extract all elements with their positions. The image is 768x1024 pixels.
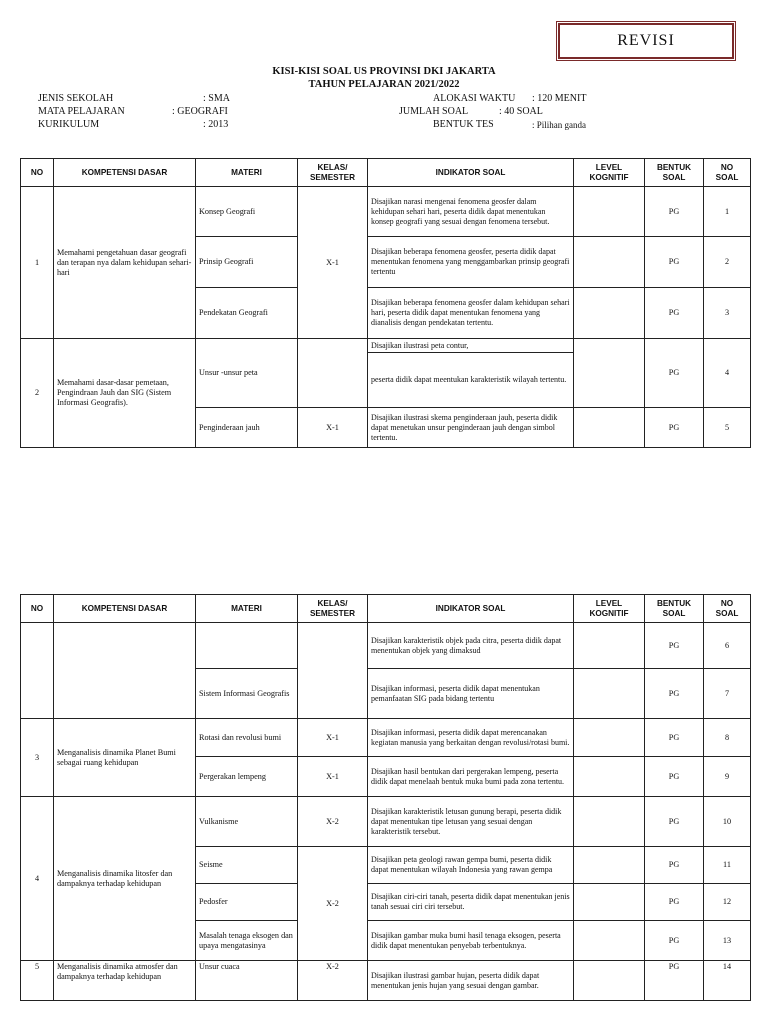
level-kognitif-cell — [574, 187, 645, 237]
row-number — [21, 623, 54, 719]
header-kompetensi-dasar: KOMPETENSI DASAR — [54, 159, 196, 187]
meta-jenis-sekolah-label: JENIS SEKOLAH — [38, 93, 114, 104]
level-kognitif-cell — [574, 847, 645, 884]
bentuk-soal-cell: PG — [645, 847, 704, 884]
no-soal-cell: 8 — [704, 719, 751, 757]
kompetensi-dasar-cell: Menganalisis dinamika Planet Bumi sebagai ruang kehidupan — [54, 719, 196, 797]
no-soal-cell: 2 — [704, 237, 751, 288]
meta-kurikulum-label: KURIKULUM — [38, 119, 100, 130]
indikator-cell: Disajikan karakteristik objek pada citra, peserta didik dapat menentukan objek yang dimaksud — [368, 623, 574, 669]
bentuk-soal-cell: PG — [645, 339, 704, 408]
bentuk-soal-cell: PG — [645, 408, 704, 448]
indikator-cell: Disajikan beberapa fenomena geosfer dalam kehidupan sehari hari, peserta didik dapat menentukan fenomena yang dianalisis dengan pendekatan tertentu. — [368, 288, 574, 339]
kelas-cell: X-2 — [298, 847, 368, 961]
indikator-cell: Disajikan informasi, peserta didik dapat menentukan pemanfaatan SIG pada bidang tertentu — [368, 669, 574, 719]
meta-alokasi-waktu-label: ALOKASI WAKTU — [433, 93, 516, 104]
header-kompetensi-dasar: KOMPETENSI DASAR — [54, 595, 196, 623]
header-no: NO — [21, 595, 54, 623]
level-kognitif-cell — [574, 757, 645, 797]
kelas-cell: X-2 — [298, 797, 368, 847]
indikator-cell: Disajikan ilustrasi peta contur, — [368, 339, 574, 353]
kisi-kisi-table-2 — [20, 594, 751, 1001]
document-subtitle: TAHUN PELAJARAN 2021/2022 — [308, 79, 460, 90]
meta-jumlah-soal-value: : 40 SOAL — [499, 106, 543, 117]
materi-cell: Sistem Informasi Geografis — [196, 669, 298, 719]
level-kognitif-cell — [574, 669, 645, 719]
header-materi: MATERI — [196, 595, 298, 623]
header-no-2: NO — [720, 162, 734, 172]
bentuk-soal-cell: PG — [645, 757, 704, 797]
meta-kurikulum-value: : 2013 — [203, 119, 229, 130]
indikator-cell: peserta didik dapat meentukan karakteristik wilayah tertentu. — [368, 353, 574, 408]
document-title: KISI-KISI SOAL US PROVINSI DKI JAKARTA — [272, 66, 496, 77]
row-number: 1 — [21, 187, 54, 339]
header-bentuk: BENTUK — [656, 162, 692, 172]
no-soal-cell: 3 — [704, 288, 751, 339]
header-soal-2: SOAL — [715, 608, 739, 618]
meta-bentuk-tes-label: BENTUK TES — [433, 119, 494, 130]
indikator-cell: Disajikan beberapa fenomena geosfer, peserta didik dapat menentukan fenomena yang menggambarkan prinsip geografi tertentu — [368, 237, 574, 288]
materi-cell: Rotasi dan revolusi bumi — [196, 719, 298, 757]
table-row — [21, 623, 751, 669]
header-no-soal — [704, 595, 751, 623]
revisi-stamp: REVISI — [558, 23, 734, 59]
header-level: LEVEL — [595, 162, 623, 172]
kelas-cell: X-1 — [298, 187, 368, 339]
header-kelas: KELAS/ — [317, 598, 348, 608]
indikator-cell: Disajikan karakteristik letusan gunung berapi, peserta didik dapat menentukan tipe letusan yang sesuai dengan karakteristik tersebut. — [368, 797, 574, 847]
kompetensi-dasar-cell: Menganalisis dinamika litosfer dan dampaknya terhadap kehidupan — [54, 797, 196, 961]
no-soal-cell: 7 — [704, 669, 751, 719]
meta-jenis-sekolah-value: : SMA — [203, 93, 230, 104]
header-bentuk-soal — [645, 159, 704, 187]
indikator-cell: Disajikan ilustrasi skema penginderaan jauh, peserta didik dapat menetukan unsur penginderaan jauh dengan simbol tertentu. — [368, 408, 574, 448]
header-soal: SOAL — [662, 172, 686, 182]
header-no: NO — [21, 159, 54, 187]
indikator-cell: Disajikan peta geologi rawan gempa bumi, peserta didik dapat menentukan wilayah Indonesia yang rawan gempa — [368, 847, 574, 884]
no-soal-cell: 13 — [704, 921, 751, 961]
level-kognitif-cell — [574, 884, 645, 921]
meta-alokasi-waktu-value: : 120 MENIT — [532, 93, 587, 104]
no-soal-cell: 12 — [704, 884, 751, 921]
indikator-cell: Disajikan informasi, peserta didik dapat merencanakan kegiatan manusia yang berkaitan dengan revolusi/rotasi bumi. — [368, 719, 574, 757]
materi-cell: Unsur -unsur peta — [196, 339, 298, 408]
header-no-soal — [704, 159, 751, 187]
table-header-row — [21, 159, 751, 187]
header-kelas-semester — [298, 595, 368, 623]
bentuk-soal-cell: PG — [645, 669, 704, 719]
level-kognitif-cell — [574, 288, 645, 339]
table-row — [21, 961, 751, 1001]
header-indikator-soal: INDIKATOR SOAL — [368, 595, 574, 623]
header-bentuk: BENTUK — [656, 598, 692, 608]
materi-cell — [196, 623, 298, 669]
materi-cell: Pedosfer — [196, 884, 298, 921]
meta-jumlah-soal-label: JUMLAH SOAL — [399, 106, 469, 117]
level-kognitif-cell — [574, 237, 645, 288]
header-level-kognitif — [574, 595, 645, 623]
header-level: LEVEL — [595, 598, 623, 608]
materi-cell: Seisme — [196, 847, 298, 884]
header-bentuk-soal — [645, 595, 704, 623]
meta-mata-pelajaran-value: : GEOGRAFI — [172, 106, 228, 117]
kompetensi-dasar-cell: Memahami pengetahuan dasar geografi dan terapan nya dalam kehidupan sehari-hari — [54, 187, 196, 339]
materi-cell: Unsur cuaca — [196, 961, 298, 1001]
kelas-cell — [298, 339, 368, 408]
level-kognitif-cell — [574, 921, 645, 961]
materi-cell: Konsep Geografi — [196, 187, 298, 237]
bentuk-soal-cell: PG — [645, 884, 704, 921]
table-row — [21, 187, 751, 237]
header-kelas-semester — [298, 159, 368, 187]
header-indikator-soal: INDIKATOR SOAL — [368, 159, 574, 187]
header-semester: SEMESTER — [309, 172, 356, 182]
indikator-cell: Disajikan gambar muka bumi hasil tenaga eksogen, peserta didik dapat menentukan penyebab terbentuknya. — [368, 921, 574, 961]
bentuk-soal-cell: PG — [645, 237, 704, 288]
bentuk-soal-cell: PG — [645, 623, 704, 669]
table-row — [21, 719, 751, 757]
level-kognitif-cell — [574, 408, 645, 448]
no-soal-cell: 6 — [704, 623, 751, 669]
kompetensi-dasar-cell: Menganalisis dinamika atmosfer dan dampaknya terhadap kehidupan — [54, 961, 196, 1001]
no-soal-cell: 9 — [704, 757, 751, 797]
materi-cell: Penginderaan jauh — [196, 408, 298, 448]
kelas-cell: X-2 — [298, 961, 368, 1001]
header-semester: SEMESTER — [309, 608, 356, 618]
header-kognitif: KOGNITIF — [589, 172, 629, 182]
row-number: 2 — [21, 339, 54, 448]
indikator-cell: Disajikan hasil bentukan dari pergerakan lempeng, peserta didik dapat menelaah bentuk muka bumi pada zona tertentu. — [368, 757, 574, 797]
no-soal-cell: 11 — [704, 847, 751, 884]
kelas-cell — [298, 623, 368, 719]
header-kognitif: KOGNITIF — [589, 608, 629, 618]
bentuk-soal-cell: PG — [645, 288, 704, 339]
table-row — [21, 339, 751, 353]
indikator-cell: Disajikan ilustrasi gambar hujan, peserta didik dapat menentukan jenis hujan yang sesuai dengan gambar. — [368, 961, 574, 1001]
kompetensi-dasar-cell: Memahami dasar-dasar pemetaan, Pengindraan Jauh dan SIG (Sistem Informasi Geografis). — [54, 339, 196, 448]
meta-mata-pelajaran-label: MATA PELAJARAN — [38, 106, 125, 117]
materi-cell: Masalah tenaga eksogen dan upaya mengatasinya — [196, 921, 298, 961]
header-soal: SOAL — [662, 608, 686, 618]
header-soal-2: SOAL — [715, 172, 739, 182]
bentuk-soal-cell: PG — [645, 719, 704, 757]
level-kognitif-cell — [574, 339, 645, 408]
row-number: 5 — [21, 961, 54, 1001]
materi-cell: Pergerakan lempeng — [196, 757, 298, 797]
materi-cell: Prinsip Geografi — [196, 237, 298, 288]
no-soal-cell: 1 — [704, 187, 751, 237]
bentuk-soal-cell: PG — [645, 797, 704, 847]
level-kognitif-cell — [574, 623, 645, 669]
materi-cell: Pendekatan Geografi — [196, 288, 298, 339]
bentuk-soal-cell: PG — [645, 921, 704, 961]
table-row — [21, 797, 751, 847]
no-soal-cell: 4 — [704, 339, 751, 408]
kompetensi-dasar-cell — [54, 623, 196, 719]
bentuk-soal-cell: PG — [645, 961, 704, 1001]
kisi-kisi-table-1 — [20, 158, 751, 448]
indikator-cell: Disajikan narasi mengenai fenomena geosfer dalam kehidupan sehari hari, peserta didik dapat menentukan konsep geografi yang sesuai dengan fenomena tersebut. — [368, 187, 574, 237]
no-soal-cell: 14 — [704, 961, 751, 1001]
indikator-cell: Disajikan ciri-ciri tanah, peserta didik dapat menentukan jenis tanah sesuai ciri ciri tersebut. — [368, 884, 574, 921]
header-materi: MATERI — [196, 159, 298, 187]
kelas-cell: X-1 — [298, 408, 368, 448]
level-kognitif-cell — [574, 961, 645, 1001]
level-kognitif-cell — [574, 797, 645, 847]
table-header-row — [21, 595, 751, 623]
kelas-cell: X-1 — [298, 757, 368, 797]
materi-cell: Vulkanisme — [196, 797, 298, 847]
row-number: 3 — [21, 719, 54, 797]
no-soal-cell: 5 — [704, 408, 751, 448]
meta-bentuk-tes-value: : Pilihan ganda — [532, 120, 586, 130]
bentuk-soal-cell: PG — [645, 187, 704, 237]
row-number: 4 — [21, 797, 54, 961]
level-kognitif-cell — [574, 719, 645, 757]
kelas-cell: X-1 — [298, 719, 368, 757]
header-no-2: NO — [720, 598, 734, 608]
header-level-kognitif — [574, 159, 645, 187]
header-kelas: KELAS/ — [317, 162, 348, 172]
no-soal-cell: 10 — [704, 797, 751, 847]
